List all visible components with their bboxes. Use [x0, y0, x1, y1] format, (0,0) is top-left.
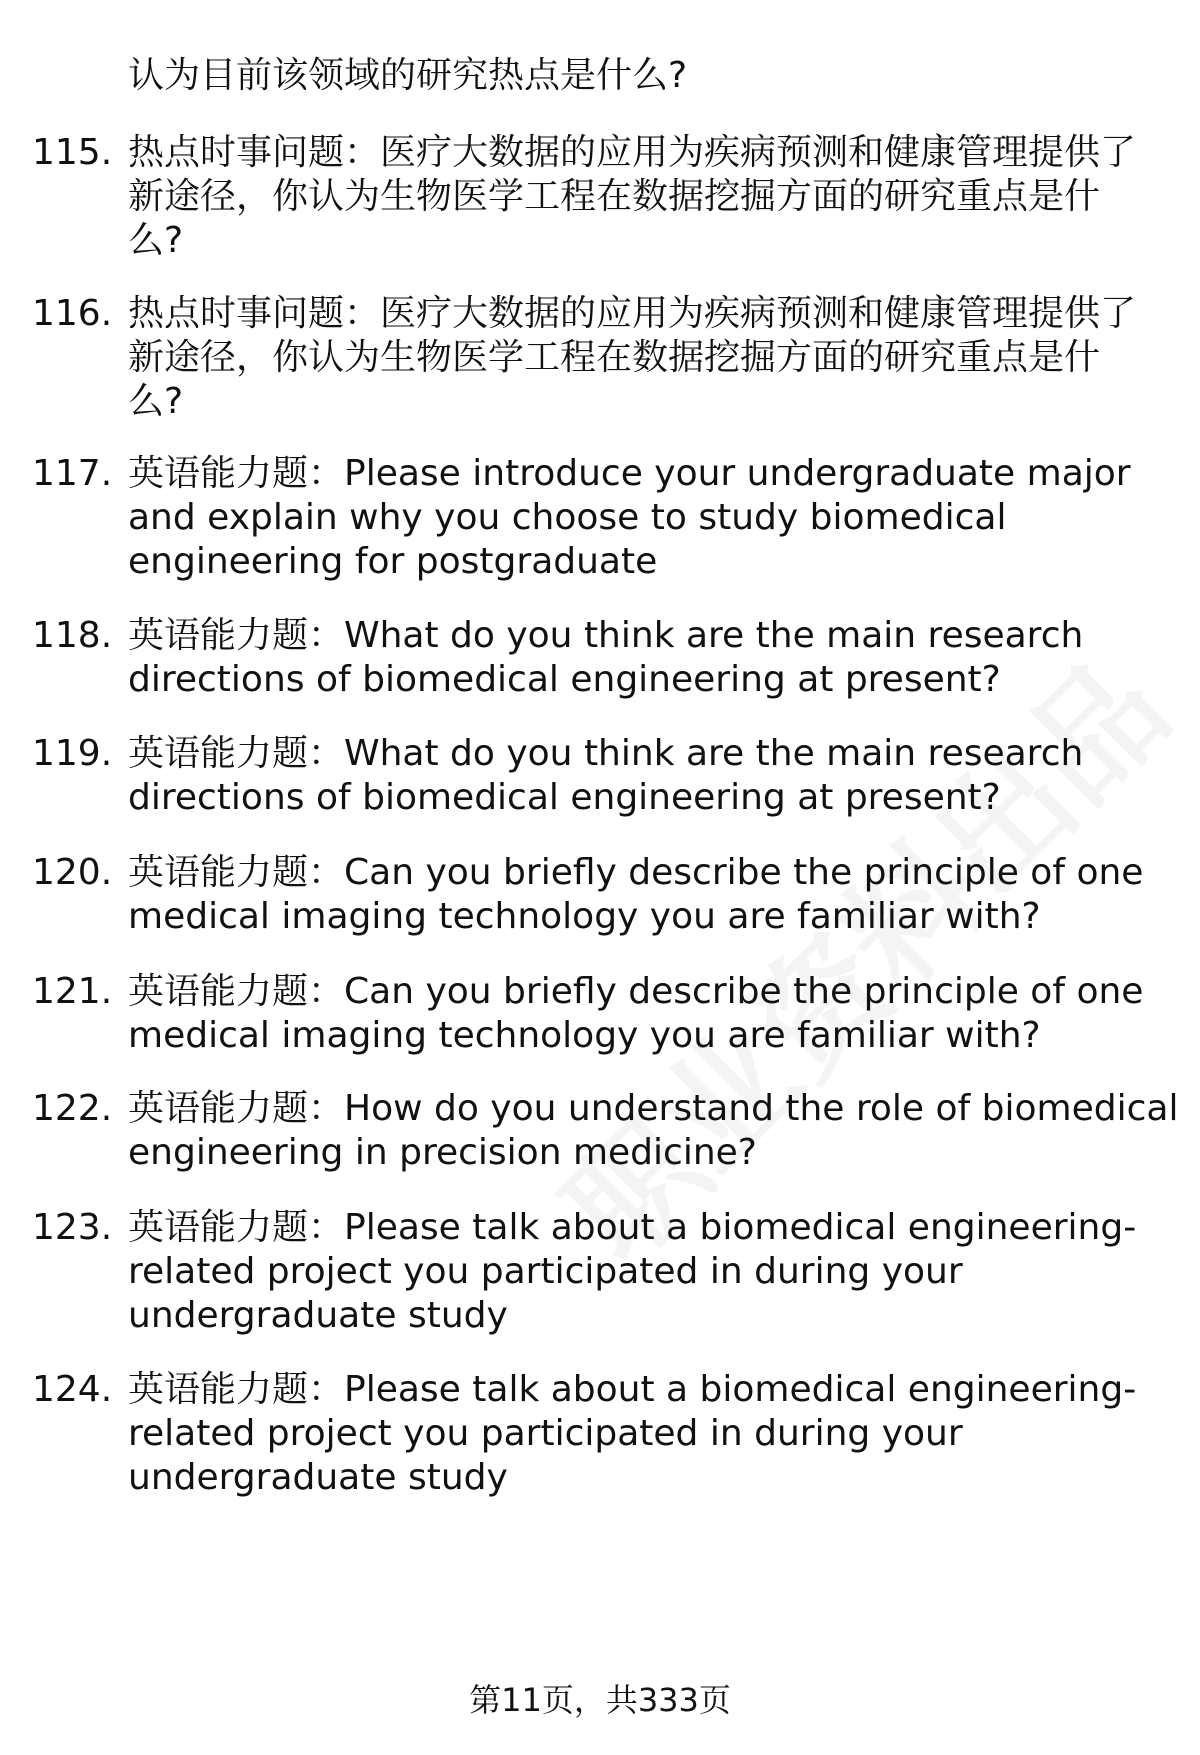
question-line: medical imaging technology you are familiar with? — [128, 1015, 1041, 1056]
question-line: 英语能力题：Please introduce your undergraduate major — [128, 453, 1131, 494]
question-line: 热点时事问题：医疗大数据的应用为疾病预测和健康管理提供了 — [128, 293, 1137, 334]
question-line: related project you participated in during your — [128, 1251, 963, 1292]
question-line: 么? — [128, 381, 184, 422]
question-line: 英语能力题：What do you think are the main research — [128, 733, 1084, 774]
question-line: directions of biomedical engineering at present? — [128, 659, 1001, 700]
question-number: 120. — [32, 852, 113, 893]
question-number: 115. — [32, 132, 113, 173]
question-line: undergraduate study — [128, 1295, 508, 1336]
question-number: 117. — [32, 453, 113, 494]
question-line: and explain why you choose to study biomedical — [128, 497, 1007, 538]
question-number: 124. — [32, 1369, 113, 1410]
question-number: 116. — [32, 293, 113, 334]
question-line: 英语能力题：What do you think are the main research — [128, 615, 1084, 656]
question-number: 122. — [32, 1088, 113, 1129]
question-number: 121. — [32, 971, 113, 1012]
question-line: engineering in precision medicine? — [128, 1132, 757, 1173]
question-line: 英语能力题：Can you briefly describe the principle of one — [128, 852, 1144, 893]
watermark — [518, 612, 1200, 1296]
question-line: 么? — [128, 220, 184, 261]
question-line: 英语能力题：How do you understand the role of biomedical — [128, 1088, 1179, 1129]
question-number: 123. — [32, 1207, 113, 1248]
intro-line: 认为目前该领域的研究热点是什么? — [128, 55, 688, 96]
question-line: undergraduate study — [128, 1457, 508, 1498]
question-line: 英语能力题：Can you briefly describe the principle of one — [128, 971, 1144, 1012]
question-line: 英语能力题：Please talk about a biomedical engineering- — [128, 1369, 1137, 1410]
question-line: 新途径，你认为生物医学工程在数据挖掘方面的研究重点是什 — [128, 176, 1101, 217]
question-line: 新途径，你认为生物医学工程在数据挖掘方面的研究重点是什 — [128, 337, 1101, 378]
question-number: 118. — [32, 615, 113, 656]
question-number: 119. — [32, 733, 113, 774]
question-line: related project you participated in during your — [128, 1413, 963, 1454]
question-line: 英语能力题：Please talk about a biomedical engineering- — [128, 1207, 1137, 1248]
page-footer: 第11页，共333页 — [469, 1681, 731, 1719]
question-line: medical imaging technology you are familiar with? — [128, 896, 1041, 937]
question-line: directions of biomedical engineering at present? — [128, 777, 1001, 818]
question-line: engineering for postgraduate — [128, 541, 658, 582]
question-line: 热点时事问题：医疗大数据的应用为疾病预测和健康管理提供了 — [128, 132, 1137, 173]
